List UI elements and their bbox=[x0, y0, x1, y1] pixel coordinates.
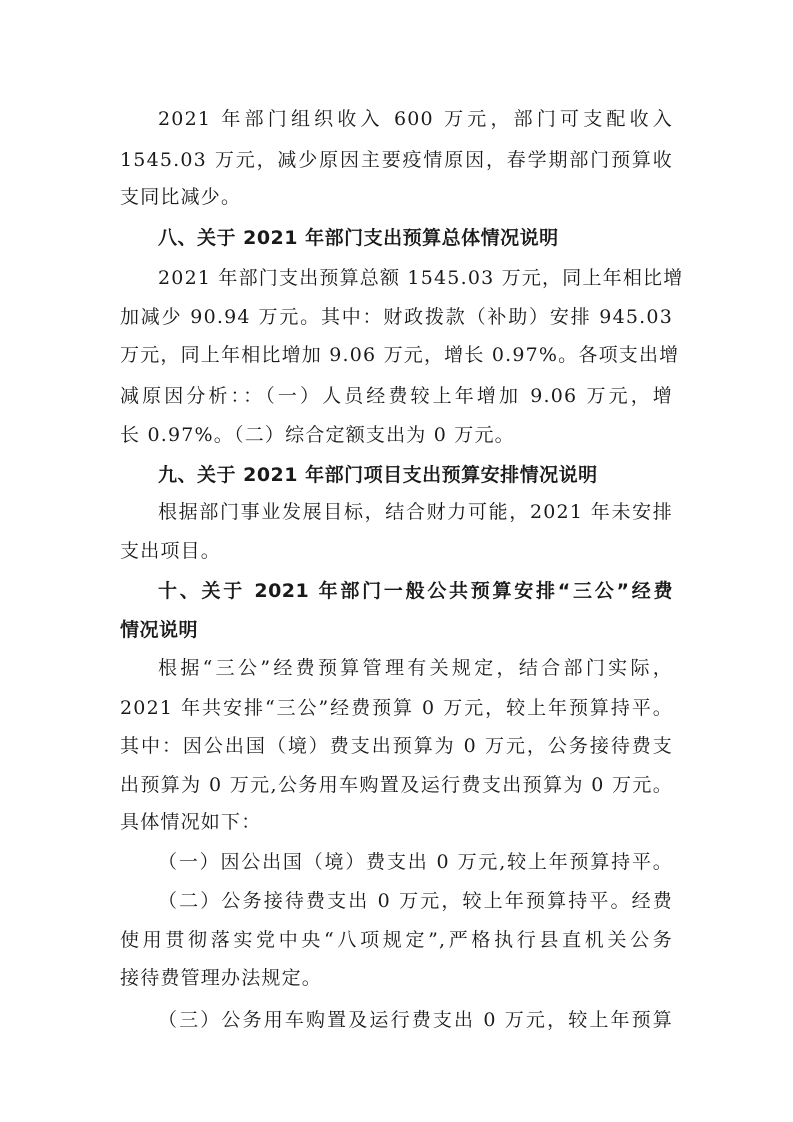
paragraph-three-public-line-1: 根据“三公”经费预算管理有关规定，结合部门实际， bbox=[158, 657, 673, 679]
item-1-overseas-line: （一）因公出国（境）费支出 0 万元,较上年预算持平。 bbox=[158, 851, 673, 873]
section-heading-9: 九、关于 2021 年部门项目支出预算安排情况说明 bbox=[158, 464, 598, 486]
paragraph-income-line-3: 支同比减少。 bbox=[120, 186, 242, 208]
section-heading-8: 八、关于 2021 年部门支出预算总体情况说明 bbox=[158, 227, 559, 249]
paragraph-expenditure-line-3: 万元，同上年相比增加 9.06 万元，增长 0.97%。各项支出增 bbox=[120, 344, 680, 366]
paragraph-expenditure-line-4: 减原因分析：：（一）人员经费较上年增加 9.06 万元，增 bbox=[120, 385, 673, 407]
paragraph-three-public-line-2: 2021 年共安排“三公”经费预算 0 万元，较上年预算持平。 bbox=[120, 697, 673, 719]
paragraph-income-line-1: 2021 年部门组织收入 600 万元，部门可支配收入 bbox=[158, 108, 673, 130]
paragraph-project-line-1: 根据部门事业发展目标，结合财力可能，2021 年未安排 bbox=[158, 501, 673, 523]
paragraph-three-public-line-4: 出预算为 0 万元,公务用车购置及运行费支出预算为 0 万元。 bbox=[120, 774, 673, 796]
item-3-vehicle-line-1: （三）公务用车购置及运行费支出 0 万元，较上年预算 bbox=[158, 1009, 673, 1031]
paragraph-three-public-line-5: 具体情况如下： bbox=[120, 811, 262, 833]
paragraph-project-line-2: 支出项目。 bbox=[120, 540, 222, 562]
section-heading-10-line-2: 情况说明 bbox=[120, 619, 199, 641]
section-heading-10-line-1: 十、关于 2021 年部门一般公共预算安排“三公”经费 bbox=[158, 580, 673, 602]
paragraph-income-line-2: 1545.03 万元，减少原因主要疫情原因，春学期部门预算收 bbox=[120, 149, 673, 171]
item-2-reception-line-2: 使用贯彻落实党中央“八项规定”,严格执行县直机关公务 bbox=[120, 929, 673, 951]
paragraph-expenditure-line-1: 2021 年部门支出预算总额 1545.03 万元，同上年相比增 bbox=[158, 267, 684, 289]
paragraph-three-public-line-3: 其中：因公出国（境）费支出预算为 0 万元，公务接待费支 bbox=[120, 735, 673, 757]
item-2-reception-line-3: 接待费管理办法规定。 bbox=[120, 967, 323, 989]
paragraph-expenditure-line-2: 加减少 90.94 万元。其中：财政拨款（补助）安排 945.03 bbox=[120, 306, 673, 328]
item-2-reception-line-1: （二）公务接待费支出 0 万元，较上年预算持平。经费 bbox=[158, 890, 673, 912]
paragraph-expenditure-line-5: 长 0.97%。（二）综合定额支出为 0 万元。 bbox=[120, 424, 515, 446]
